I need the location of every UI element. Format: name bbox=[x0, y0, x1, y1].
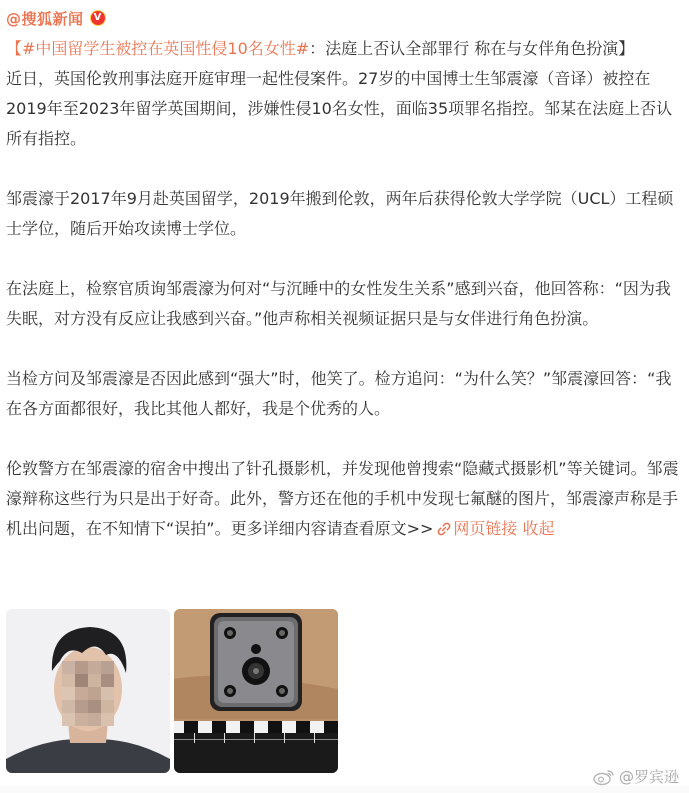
collapse-link[interactable]: 收起 bbox=[522, 519, 555, 538]
author-name[interactable]: @搜狐新闻 bbox=[6, 9, 84, 28]
web-link[interactable]: 网页链接 bbox=[453, 519, 518, 538]
paragraph-1: 近日，英国伦敦刑事法庭开庭审理一起性侵案件。27岁的中国博士生邹震濠（音译）被控在2019年至2023年留学英国期间，涉嫌性侵10名女性，面临35项罪名指控。邹某在法庭上否认所有指控。 bbox=[6, 69, 673, 148]
topic-link[interactable]: 【#中国留学生被控在英国性侵10名女性# bbox=[6, 39, 310, 58]
image-grid bbox=[6, 609, 338, 773]
camera-evidence-image bbox=[174, 609, 338, 773]
post-header bbox=[6, 6, 106, 30]
watermark bbox=[593, 766, 679, 787]
paragraph-5-text: 伦敦警方在邹震濠的宿舍中搜出了针孔摄影机，并发现他曾搜索“隐藏式摄影机”等关键词。邹震濠辩称这些行为只是出于好奇。此外，警方还在他的手机中发现七氟醚的图片，邹震濠声称是手机出问题，在不知情下“误拍”。更多详细内容请查看原文>> bbox=[6, 459, 679, 538]
image-thumbnail-camera[interactable] bbox=[174, 609, 338, 773]
bottom-divider bbox=[0, 786, 689, 793]
verified-icon: V bbox=[90, 10, 106, 26]
watermark-text: @罗宾逊 bbox=[618, 768, 679, 786]
paragraph-4: 当检方问及邹震濠是否因此感到“强大”时，他笑了。检方追问：“为什么笑？”邹震濠回答：“我在各方面都很好，我比其他人都好，我是个优秀的人。 bbox=[6, 369, 672, 418]
portrait-image bbox=[6, 609, 170, 773]
post-headline bbox=[6, 34, 682, 64]
headline-text: ：法庭上否认全部罪行 称在与女伴角色扮演】 bbox=[309, 39, 635, 58]
image-thumbnail-portrait[interactable] bbox=[6, 609, 170, 773]
weibo-logo-icon bbox=[593, 768, 615, 786]
link-icon bbox=[437, 516, 451, 530]
post-body bbox=[6, 34, 682, 544]
paragraph-2: 邹震濠于2017年9月赴英国留学，2019年搬到伦敦，两年后获得伦敦大学学院（UCL）工程硕士学位，随后开始攻读博士学位。 bbox=[6, 189, 674, 238]
blur-mosaic bbox=[62, 661, 114, 726]
paragraph-5 bbox=[6, 454, 682, 544]
paragraph-3: 在法庭上，检察官质询邹震濠为何对“与沉睡中的女性发生关系”感到兴奋，他回答称：“因为我失眠，对方没有反应让我感到兴奋。”他声称相关视频证据只是与女伴进行角色扮演。 bbox=[6, 279, 671, 328]
